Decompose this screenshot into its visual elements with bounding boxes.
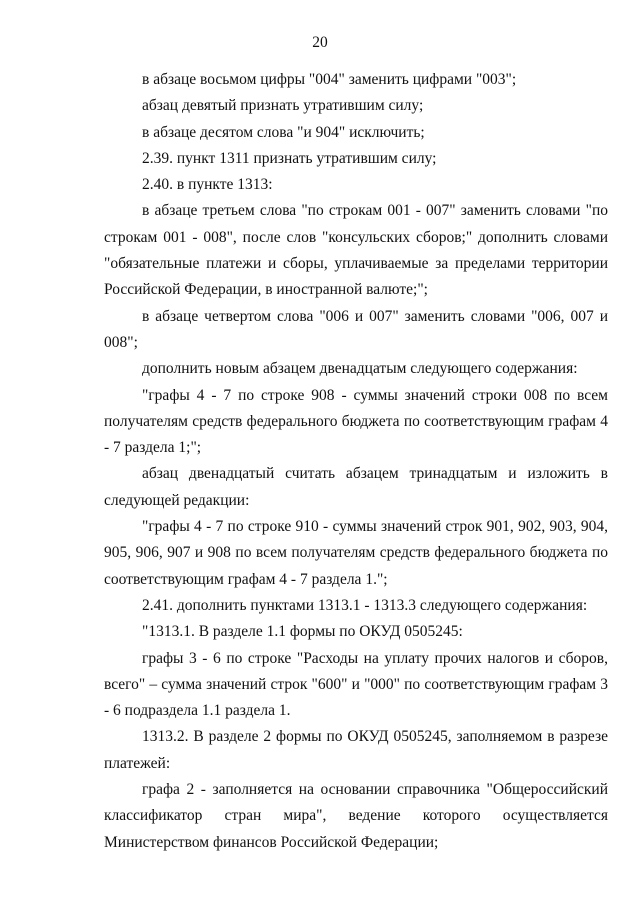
document-body [104, 67, 608, 856]
paragraph: "графы 4 - 7 по строке 910 - суммы значений строк 901, 902, 903, 904, 905, 906, 907 и 908 по всем получателям средств федерального бюджета по соответствующим графам 4 - 7 раздела 1."; [104, 518, 608, 588]
paragraph: графы 3 - 6 по строке "Расходы на уплату прочих налогов и сборов, всего" – сумма значений строк "600" и "000" по соответствующим графам 3 - 6 подраздела 1.1 раздела 1. [104, 649, 608, 720]
paragraph: 2.41. дополнить пунктами 1313.1 - 1313.3 следующего содержания: [142, 596, 588, 614]
paragraph: 2.39. пункт 1311 признать утратившим силу; [142, 149, 437, 167]
paragraph: "графы 4 - 7 по строке 908 - суммы значений строки 008 по всем получателям средств федерального бюджета по соответствующим графам 4 - 7 раздела 1;"; [104, 386, 608, 457]
paragraph: 1313.2. В разделе 2 формы по ОКУД 0505245, заполняемом в разрезе платежей: [104, 728, 608, 772]
paragraph: в абзаце восьмом цифры "004" заменить цифрами "003"; [142, 71, 517, 88]
paragraph: абзац двенадцатый считать абзацем тринадцатым и изложить в следующей редакции: [104, 465, 608, 509]
paragraph: в абзаце третьем слова "по строкам 001 - 007" заменить словами "по строкам 001 - 008", после слов "консульских сборов;" дополнить словами "обязательные платежи и сборы, уплачиваемые за пределами территории Российской Федерации, в иностранной валюте;"; [104, 202, 608, 299]
paragraph: в абзаце четвертом слова "006 и 007" заменить словами "006, 007 и 008"; [104, 307, 608, 351]
paragraph: "1313.1. В разделе 1.1 формы по ОКУД 0505245: [142, 623, 463, 641]
page-number: 20 [312, 34, 328, 51]
paragraph: графа 2 - заполняется на основании справочника "Общероссийский классификатор стран мира", ведение которого осуществляется Министерством финансов Российской Федерации; [104, 781, 608, 851]
paragraph: абзац девятый признать утратившим силу; [142, 97, 424, 115]
paragraph: дополнить новым абзацем двенадцатым следующего содержания: [142, 360, 578, 378]
paragraph: 2.40. в пункте 1313: [142, 176, 273, 194]
paragraph: в абзаце десятом слова "и 904" исключить; [142, 123, 425, 141]
